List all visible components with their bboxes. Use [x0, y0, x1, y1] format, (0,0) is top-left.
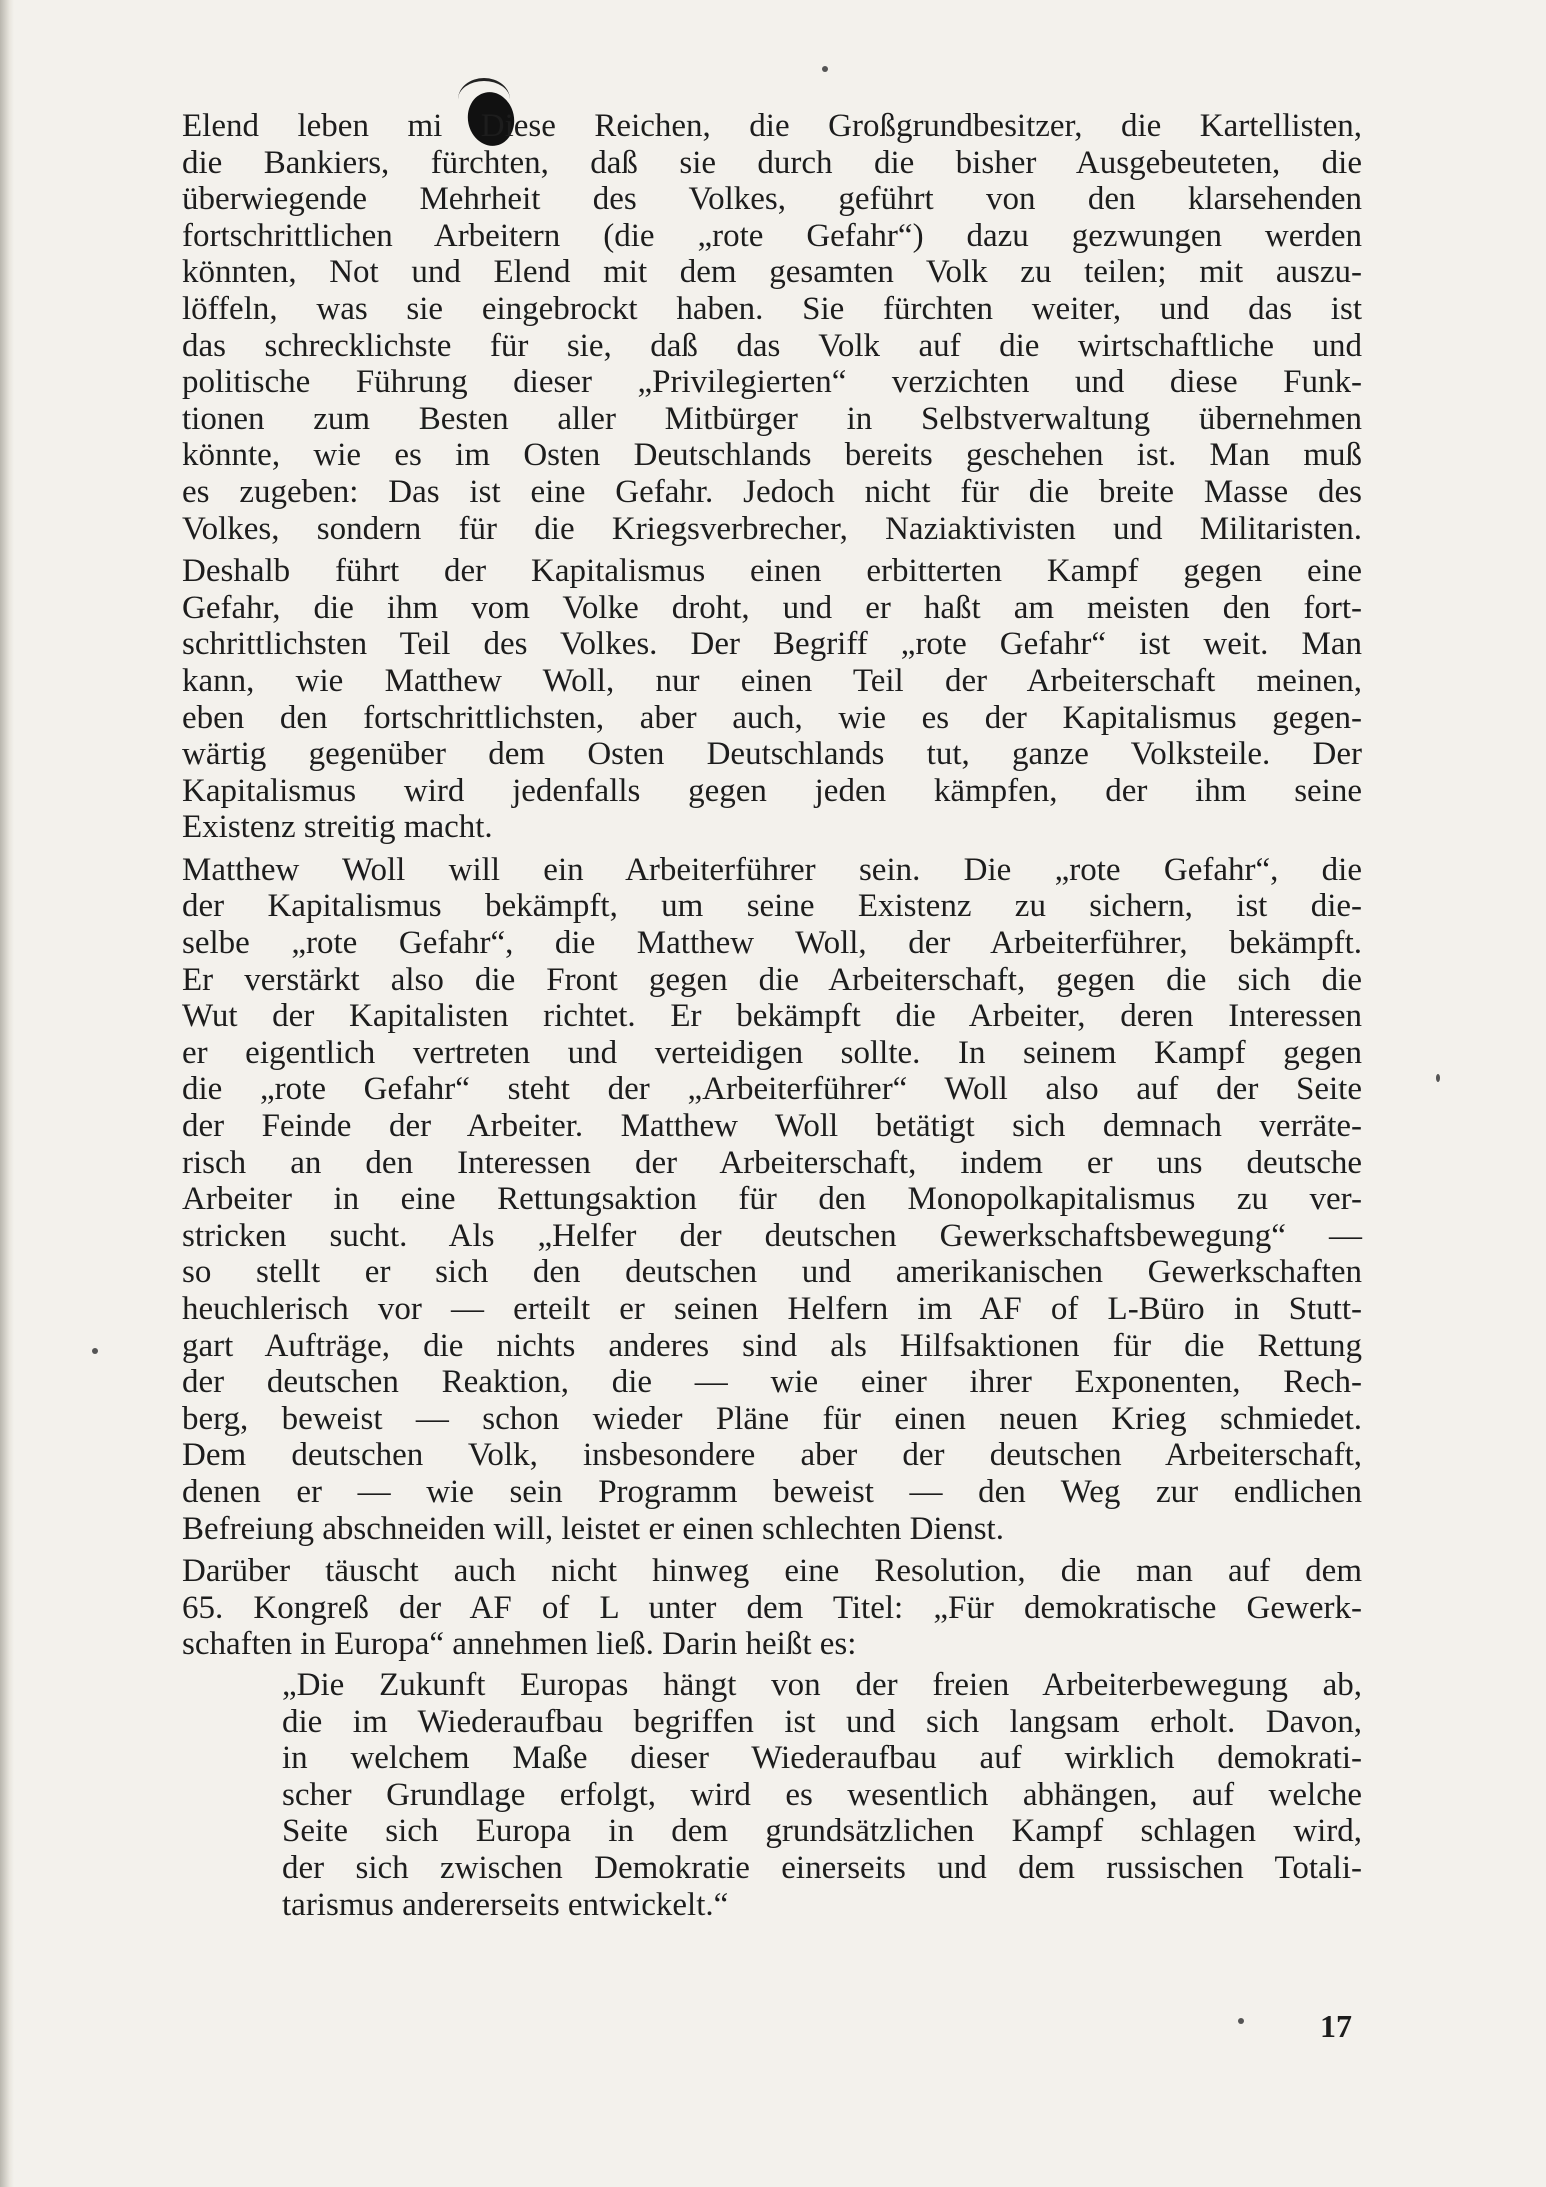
text-line: die Bankiers, fürchten, daß sie durch die bisher Ausgebeuteten, die: [182, 144, 1362, 181]
text-line: Existenz streitig macht.: [182, 809, 493, 846]
quote-line: der sich zwischen Demokratie einerseits und dem russischen Totali-: [282, 1849, 1362, 1886]
paragraph-3: [182, 852, 1362, 1547]
page-number: 17: [1320, 2008, 1352, 2044]
text-line: es zugeben: Das ist eine Gefahr. Jedoch nicht für die breite Masse des: [182, 473, 1362, 510]
paragraph-4: [182, 1553, 1362, 1663]
text-line: könnte, wie es im Osten Deutschlands bereits geschehen ist. Man muß: [182, 437, 1362, 474]
text-line: könnten, Not und Elend mit dem gesamten Volk zu teilen; mit auszu-: [182, 254, 1362, 291]
text-line: schrittlichsten Teil des Volkes. Der Begriff „rote Gefahr“ ist weit. Man: [182, 626, 1362, 663]
text-line: berg, beweist — schon wieder Pläne für einen neuen Krieg schmiedet.: [182, 1400, 1362, 1437]
text-line: Wut der Kapitalisten richtet. Er bekämpft die Arbeiter, deren Interessen: [182, 998, 1362, 1035]
text-line: Dem deutschen Volk, insbesondere aber der deutschen Arbeiterschaft,: [182, 1437, 1362, 1474]
text-line: Elend leben mi Diese Reichen, die Großgrundbesitzer, die Kartellisten,: [182, 108, 1362, 144]
text-line: Deshalb führt der Kapitalismus einen erbitterten Kampf gegen eine: [182, 553, 1362, 590]
text-line: eben den fortschrittlichsten, aber auch, wie es der Kapitalismus gegen-: [182, 699, 1362, 736]
text-line: kann, wie Matthew Woll, nur einen Teil der Arbeiterschaft meinen,: [182, 662, 1362, 699]
text-line: Volkes, sondern für die Kriegsverbrecher, Naziaktivisten und Militaristen.: [182, 510, 1362, 547]
text-line: er eigentlich vertreten und verteidigen sollte. In seinem Kampf gegen: [182, 1034, 1362, 1071]
block-quote: [282, 1667, 1362, 1923]
text-line: der deutschen Reaktion, die — wie einer ihrer Exponenten, Rech-: [182, 1364, 1362, 1401]
text-line: der Kapitalismus bekämpft, um seine Existenz zu sichern, ist die-: [182, 888, 1362, 925]
text-line: der Feinde der Arbeiter. Matthew Woll betätigt sich demnach verräte-: [182, 1108, 1362, 1145]
text-line: selbe „rote Gefahr“, die Matthew Woll, der Arbeiterführer, bekämpft.: [182, 925, 1362, 962]
text-line: Gefahr, die ihm vom Volke droht, und er haßt am meisten den fort-: [182, 589, 1362, 626]
quote-line: scher Grundlage erfolgt, wird es wesentlich abhängen, auf welche: [282, 1776, 1362, 1813]
text-line: das schrecklichste für sie, daß das Volk auf die wirtschaftliche und: [182, 327, 1362, 364]
text-line: tionen zum Besten aller Mitbürger in Selbstverwaltung übernehmen: [182, 400, 1362, 437]
speck: [1238, 2018, 1244, 2024]
text-line: gart Aufträge, die nichts anderes sind als Hilfsaktionen für die Rettung: [182, 1327, 1362, 1364]
quote-line: die im Wiederaufbau begriffen ist und sich langsam erholt. Davon,: [282, 1703, 1362, 1740]
text-line: wärtig gegenüber dem Osten Deutschlands tut, ganze Volksteile. Der: [182, 736, 1362, 773]
text-line: politische Führung dieser „Privilegierten“ verzichten und diese Funk-: [182, 364, 1362, 401]
text-line: Matthew Woll will ein Arbeiterführer sein. Die „rote Gefahr“, die: [182, 851, 1362, 888]
text-line: Befreiung abschneiden will, leistet er einen schlechten Dienst.: [182, 1510, 1004, 1547]
text-line: stricken sucht. Als „Helfer der deutschen Gewerkschaftsbewegung“ —: [182, 1217, 1362, 1254]
text-line: denen er — wie sein Programm beweist — den Weg zur endlichen: [182, 1473, 1362, 1510]
text-line: 65. Kongreß der AF of L unter dem Titel: „Für demokratische Gewerk-: [182, 1589, 1362, 1626]
text-line: löffeln, was sie eingebrockt haben. Sie fürchten weiter, und das ist: [182, 290, 1362, 327]
page-edge-shadow: [0, 0, 14, 2187]
text-line: fortschrittlichen Arbeitern (die „rote Gefahr“) dazu gezwungen werden: [182, 217, 1362, 254]
quote-line: Seite sich Europa in dem grundsätzlichen Kampf schlagen wird,: [282, 1813, 1362, 1850]
paragraph-2: [182, 553, 1362, 846]
text-line: Er verstärkt also die Front gegen die Arbeiterschaft, gegen die sich die: [182, 961, 1362, 998]
text-line: risch an den Interessen der Arbeiterschaft, indem er uns deutsche: [182, 1144, 1362, 1181]
body-text: [182, 108, 1362, 1923]
text-line: Darüber täuscht auch nicht hinweg eine Resolution, die man auf dem: [182, 1553, 1362, 1590]
speck: [822, 66, 828, 72]
quote-line: „Die Zukunft Europas hängt von der freien Arbeiterbewegung ab,: [282, 1666, 1362, 1703]
text-line: heuchlerisch vor — erteilt er seinen Helfern im AF of L-Büro in Stutt-: [182, 1291, 1362, 1327]
text-line: so stellt er sich den deutschen und amerikanischen Gewerkschaften: [182, 1254, 1362, 1291]
text-line: schaften in Europa“ annehmen ließ. Darin heißt es:: [182, 1626, 857, 1663]
speck: [1436, 1074, 1440, 1082]
quote-line: in welchem Maße dieser Wiederaufbau auf wirklich demokrati-: [282, 1740, 1362, 1777]
text-line: die „rote Gefahr“ steht der „Arbeiterführer“ Woll also auf der Seite: [182, 1071, 1362, 1108]
speck: [92, 1348, 98, 1354]
text-line: überwiegende Mehrheit des Volkes, geführt von den klarsehenden: [182, 181, 1362, 218]
paragraph-1: [182, 108, 1362, 547]
text-line: Arbeiter in eine Rettungsaktion für den Monopolkapitalismus zu ver-: [182, 1181, 1362, 1218]
quote-line: tarismus andererseits entwickelt.“: [282, 1886, 729, 1923]
text-line: Kapitalismus wird jedenfalls gegen jeden kämpfen, der ihm seine: [182, 772, 1362, 809]
